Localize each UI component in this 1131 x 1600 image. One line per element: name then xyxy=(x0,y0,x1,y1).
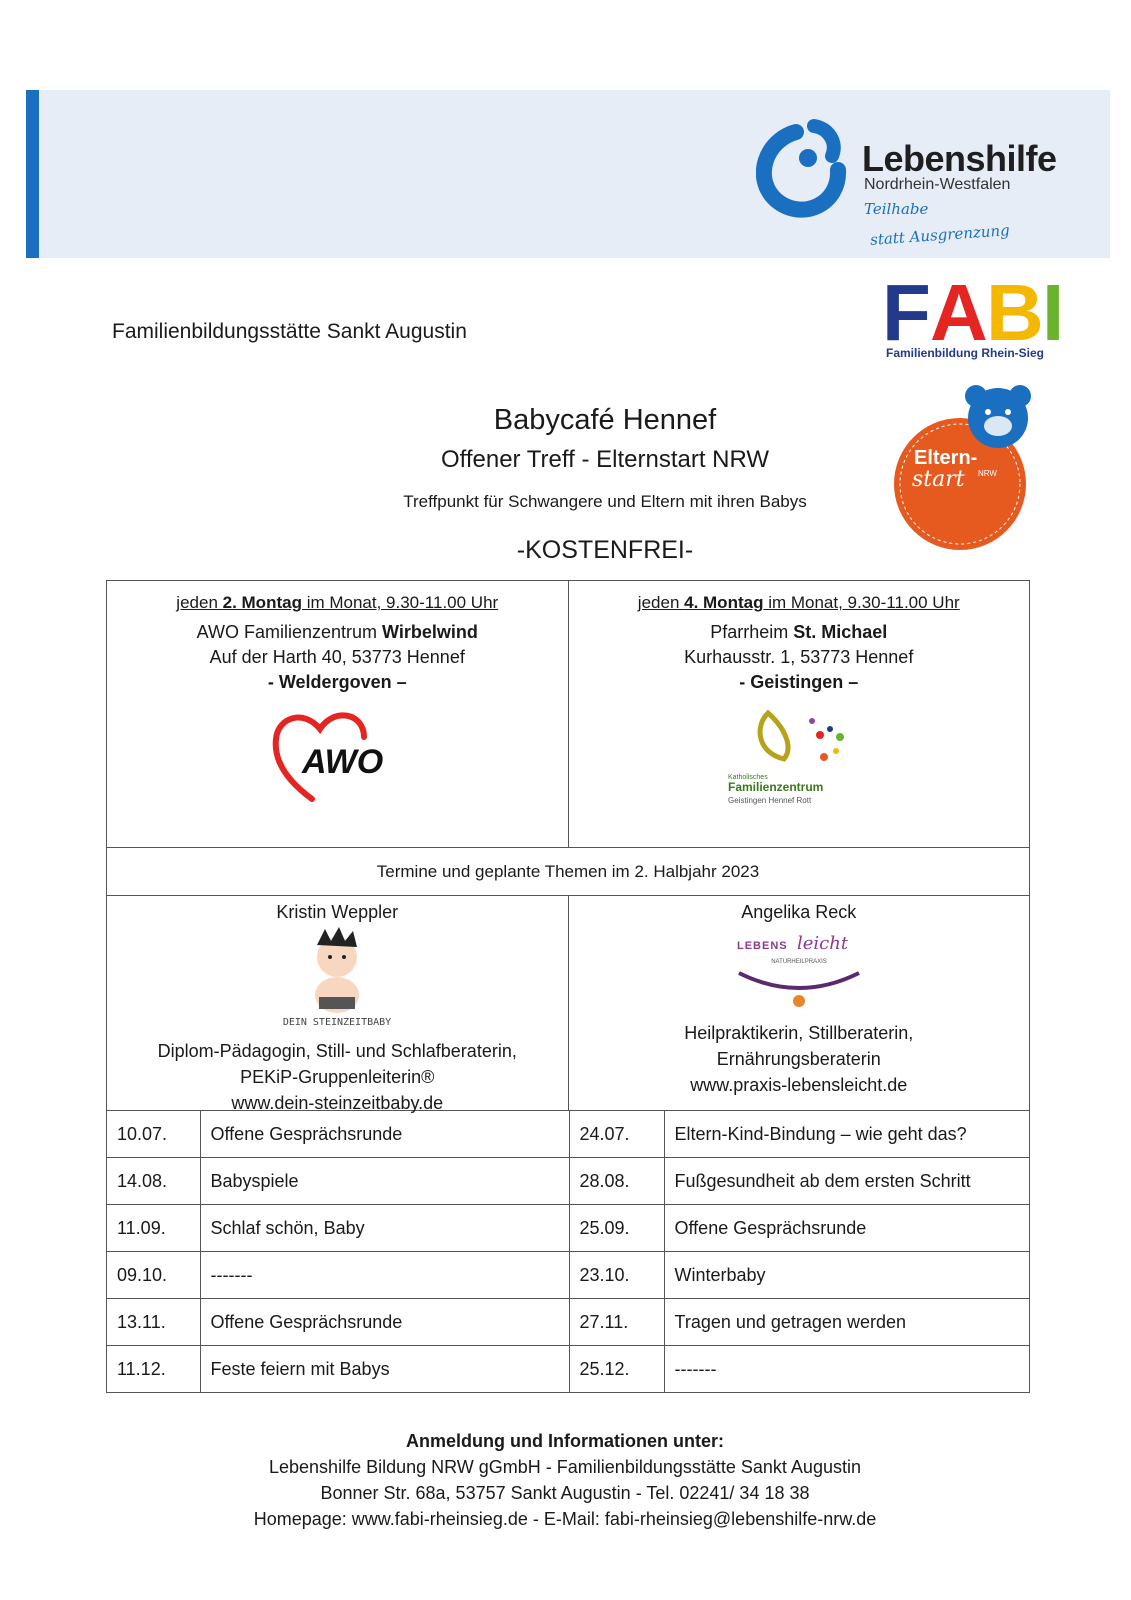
table-row xyxy=(107,1299,1029,1346)
date-cell: 25.09. xyxy=(569,1205,664,1252)
location-district: - Geistingen – xyxy=(739,672,859,692)
dates-table xyxy=(107,1111,1029,1392)
organization-name: Familienbildungsstätte Sankt Augustin xyxy=(112,320,467,343)
awo-logo-text: AWO xyxy=(302,743,384,781)
elternstart-logo-icon xyxy=(894,384,1054,552)
topic-cell: Feste feiern mit Babys xyxy=(200,1346,569,1393)
logo-sub: NATURHEILPRAXIS xyxy=(770,959,827,965)
awo-heart-icon xyxy=(272,707,402,807)
location-awo xyxy=(107,581,568,847)
fabi-letter-f: F xyxy=(882,272,931,357)
footer xyxy=(150,1428,980,1532)
table-row xyxy=(107,1346,1029,1393)
fabi-letter-i: I xyxy=(1042,272,1065,357)
location-st-michael xyxy=(568,581,1030,847)
date-cell: 23.10. xyxy=(569,1252,664,1299)
location-name: AWO Familienzentrum Wirbelwind xyxy=(196,622,478,642)
topic-cell: Offene Gesprächsrunde xyxy=(664,1205,1029,1252)
main-title: Babycafé Hennef xyxy=(493,404,717,436)
footer-line-1: Anmeldung und Informationen unter: xyxy=(406,1431,724,1451)
lebensleicht-logo-icon xyxy=(729,929,869,1009)
people-row xyxy=(107,896,1029,1111)
fabi-letter-a: A xyxy=(930,272,988,357)
location-address: Auf der Harth 40, 53773 Hennef xyxy=(209,647,465,667)
table-row xyxy=(107,1158,1029,1205)
location-address: Kurhausstr. 1, 53773 Hennef xyxy=(684,647,914,667)
topic-cell: Tragen und getragen werden xyxy=(664,1299,1029,1346)
person-reck xyxy=(568,896,1030,1110)
logo-text: DEIN STEINZEITBABY xyxy=(283,1017,392,1028)
info-grid xyxy=(106,580,1030,1393)
person-line-1: Heilpraktikerin, Stillberaterin, xyxy=(684,1023,914,1043)
date-cell: 11.09. xyxy=(107,1205,200,1252)
svg-text:Eltern-: Eltern- xyxy=(914,447,978,469)
location-name: Pfarrheim St. Michael xyxy=(710,622,888,642)
date-cell: 25.12. xyxy=(569,1346,664,1393)
date-cell: 13.11. xyxy=(107,1299,200,1346)
person-line-2: PEKiP-Gruppenleiterin® xyxy=(240,1067,435,1087)
date-cell: 09.10. xyxy=(107,1252,200,1299)
topic-cell: Offene Gesprächsrunde xyxy=(200,1299,569,1346)
footer-line-3: Bonner Str. 68a, 53757 Sankt Augustin - Tel. 02241/ 34 18 38 xyxy=(320,1483,810,1503)
familienzentrum-logo-icon xyxy=(724,707,874,807)
topic-cell: ------- xyxy=(664,1346,1029,1393)
topic-cell: ------- xyxy=(200,1252,569,1299)
fabi-tagline: Familienbildung Rhein-Sieg xyxy=(886,346,1045,360)
logo-text-1: LEBENS xyxy=(736,940,788,952)
location-time: jeden 4. Montag im Monat, 9.30-11.00 Uhr xyxy=(637,593,960,612)
locations-row xyxy=(107,581,1029,848)
person-name: Kristin Weppler xyxy=(276,902,399,922)
date-cell: 27.11. xyxy=(569,1299,664,1346)
table-row xyxy=(107,1252,1029,1299)
person-weppler xyxy=(107,896,568,1113)
topic-cell: Winterbaby xyxy=(664,1252,1029,1299)
brand-name: Lebenshilfe xyxy=(862,138,1057,179)
schedule-title: Termine und geplante Themen im 2. Halbjahr 2023 xyxy=(107,848,1029,896)
topic-cell: Eltern-Kind-Bindung – wie geht das? xyxy=(664,1111,1029,1158)
footer-line-4: Homepage: www.fabi-rheinsieg.de - E-Mail: fabi-rheinsieg@lebenshilfe-nrw.de xyxy=(253,1509,877,1529)
date-cell: 11.12. xyxy=(107,1346,200,1393)
brand-region: Nordrhein-Westfalen xyxy=(864,176,1011,193)
price-label: -KOSTENFREI- xyxy=(516,536,694,564)
location-time: jeden 2. Montag im Monat, 9.30-11.00 Uhr xyxy=(176,593,499,612)
logo-line-2: Familienzentrum xyxy=(727,780,824,794)
person-line-1: Diplom-Pädagogin, Still- und Schlafberaterin, xyxy=(157,1041,517,1061)
logo-line-3: Geistingen Hennef Rott xyxy=(727,796,811,805)
person-website: www.praxis-lebensleicht.de xyxy=(690,1075,908,1095)
person-website: www.dein-steinzeitbaby.de xyxy=(231,1093,444,1113)
banner-accent-bar xyxy=(26,90,39,258)
location-district: - Weldergoven – xyxy=(267,672,407,692)
logo-text-2: leicht xyxy=(796,933,848,954)
steinzeitbaby-logo-icon xyxy=(277,923,397,1033)
topic-cell: Offene Gesprächsrunde xyxy=(200,1111,569,1158)
svg-text:NRW: NRW xyxy=(978,469,997,478)
fabi-letter-b: B xyxy=(986,272,1044,357)
topic-cell: Fußgesundheit ab dem ersten Schritt xyxy=(664,1158,1029,1205)
person-name: Angelika Reck xyxy=(741,902,857,922)
date-cell: 10.07. xyxy=(107,1111,200,1158)
logo-line-1: Katholisches xyxy=(727,774,768,781)
footer-line-2: Lebenshilfe Bildung NRW gGmbH - Familienbildungsstätte Sankt Augustin xyxy=(269,1457,861,1477)
subtitle: Offener Treff - Elternstart NRW xyxy=(440,446,770,473)
date-cell: 24.07. xyxy=(569,1111,664,1158)
topic-cell: Babyspiele xyxy=(200,1158,569,1205)
table-row xyxy=(107,1111,1029,1158)
svg-text:start: start xyxy=(912,467,965,492)
tagline: Treffpunkt für Schwangere und Eltern mit ihren Babys xyxy=(403,492,807,511)
date-cell: 28.08. xyxy=(569,1158,664,1205)
topic-cell: Schlaf schön, Baby xyxy=(200,1205,569,1252)
person-line-2: Ernährungsberaterin xyxy=(716,1049,881,1069)
slogan-line-1: Teilhabe xyxy=(864,200,929,218)
slogan-line-2: statt Ausgrenzung xyxy=(869,221,1011,249)
table-row xyxy=(107,1205,1029,1252)
date-cell: 14.08. xyxy=(107,1158,200,1205)
